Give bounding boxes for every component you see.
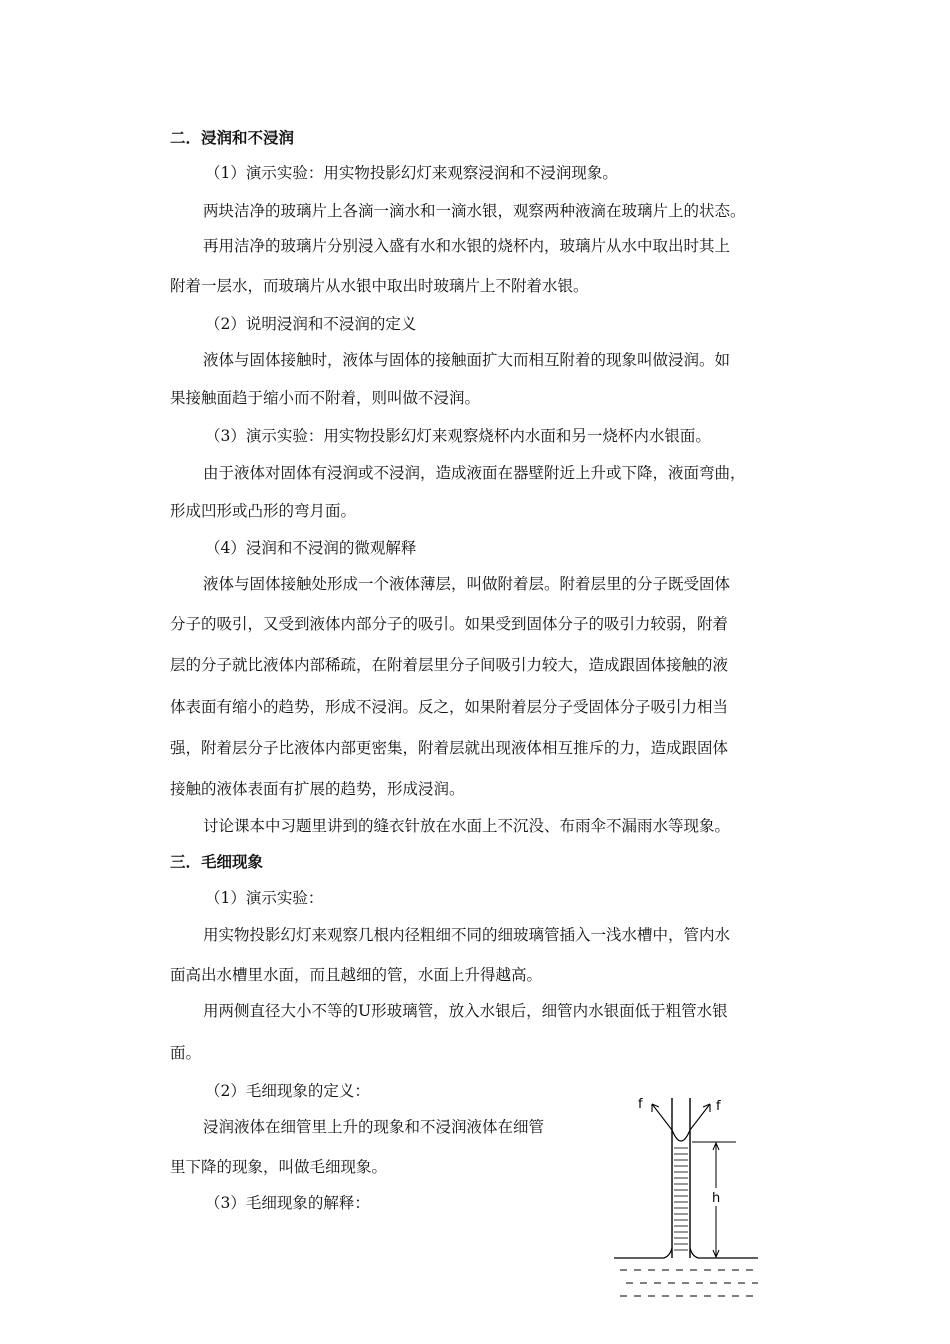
paragraph-line: 再用洁净的玻璃片分别浸入盛有水和水银的烧杯内，玻璃片从水中取出时其上 bbox=[203, 237, 731, 255]
water-surface-left bbox=[614, 1248, 672, 1258]
paragraph-line: 体表面有缩小的趋势，形成不浸润。反之，如果附着层分子受固体分子吸引力相当 bbox=[170, 698, 729, 716]
paragraph-line: （1）演示实验：用实物投影幻灯来观察浸润和不浸润现象。 bbox=[205, 164, 618, 182]
paragraph-line: 形成凹形或凸形的弯月面。 bbox=[170, 502, 357, 520]
paragraph-line: （2）说明浸润和不浸润的定义 bbox=[205, 315, 417, 333]
paragraph-line: 分子的吸引，又受到液体内部分子的吸引。如果受到固体分子的吸引力较弱，附着 bbox=[170, 615, 729, 633]
paragraph-line: 果接触面趋于缩小而不附着，则叫做不浸润。 bbox=[170, 389, 481, 407]
paragraph-line: 层的分子就比液体内部稀疏，在附着层里分子间吸引力较大，造成跟固体接触的液 bbox=[170, 656, 729, 674]
liquid-column bbox=[674, 1148, 688, 1250]
section-title-wetting: 二．浸润和不浸润 bbox=[170, 129, 295, 147]
force-arrow-left bbox=[652, 1104, 672, 1130]
paragraph-line: 两块洁净的玻璃片上各滴一滴水和一滴水银，观察两种液滴在玻璃片上的状态。 bbox=[203, 202, 746, 220]
paragraph-line: （3）演示实验：用实物投影幻灯来观察烧杯内水面和另一烧杯内水银面。 bbox=[205, 427, 711, 445]
paragraph-line: （3）毛细现象的解释： bbox=[205, 1194, 370, 1212]
paragraph-line: 里下降的现象，叫做毛细现象。 bbox=[170, 1158, 388, 1176]
capillary-figure bbox=[612, 1090, 762, 1310]
water-trough bbox=[620, 1270, 758, 1296]
paragraph-line: 讨论课本中习题里讲到的缝衣针放在水面上不沉没、布雨伞不漏雨水等现象。 bbox=[203, 817, 731, 835]
paragraph-line: 液体与固体接触处形成一个液体薄层，叫做附着层。附着层里的分子既受固体 bbox=[203, 575, 731, 593]
water-surface-right bbox=[690, 1248, 758, 1258]
paragraph-line: （2）毛细现象的定义： bbox=[205, 1082, 370, 1100]
height-label: h bbox=[712, 1191, 721, 1206]
paragraph-line: 接触的液体表面有扩展的趋势，形成浸润。 bbox=[170, 780, 465, 798]
force-label-left: f bbox=[638, 1097, 643, 1112]
force-arrow-right bbox=[690, 1104, 710, 1130]
paragraph-line: 面高出水槽里水面，而且越细的管，水面上升得越高。 bbox=[170, 966, 543, 984]
paragraph-line: （4）浸润和不浸润的微观解释 bbox=[205, 539, 417, 557]
paragraph-line: 面。 bbox=[170, 1044, 202, 1062]
paragraph-line: 用两侧直径大小不等的U形玻璃管，放入水银后，细管内水银面低于粗管水银 bbox=[203, 1002, 728, 1020]
paragraph-line: （1）演示实验： bbox=[205, 889, 324, 907]
section-title-capillary: 三．毛细现象 bbox=[170, 853, 264, 871]
paragraph-line: 用实物投影幻灯来观察几根内径粗细不同的细玻璃管插入一浅水槽中，管内水 bbox=[203, 926, 731, 944]
paragraph-line: 液体与固体接触时，液体与固体的接触面扩大而相互附着的现象叫做浸润。如 bbox=[203, 351, 731, 369]
paragraph-line: 附着一层水，而玻璃片从水银中取出时玻璃片上不附着水银。 bbox=[170, 277, 589, 295]
paragraph-line: 由于液体对固体有浸润或不浸润，造成液面在器壁附近上升或下降，液面弯曲， bbox=[203, 464, 746, 482]
force-label-right: f bbox=[716, 1099, 721, 1114]
meniscus bbox=[672, 1130, 690, 1141]
paragraph-line: 浸润液体在细管里上升的现象和不浸润液体在细管 bbox=[203, 1118, 545, 1136]
paragraph-line: 强，附着层分子比液体内部更密集，附着层就出现液体相互推斥的力，造成跟固体 bbox=[170, 739, 729, 757]
